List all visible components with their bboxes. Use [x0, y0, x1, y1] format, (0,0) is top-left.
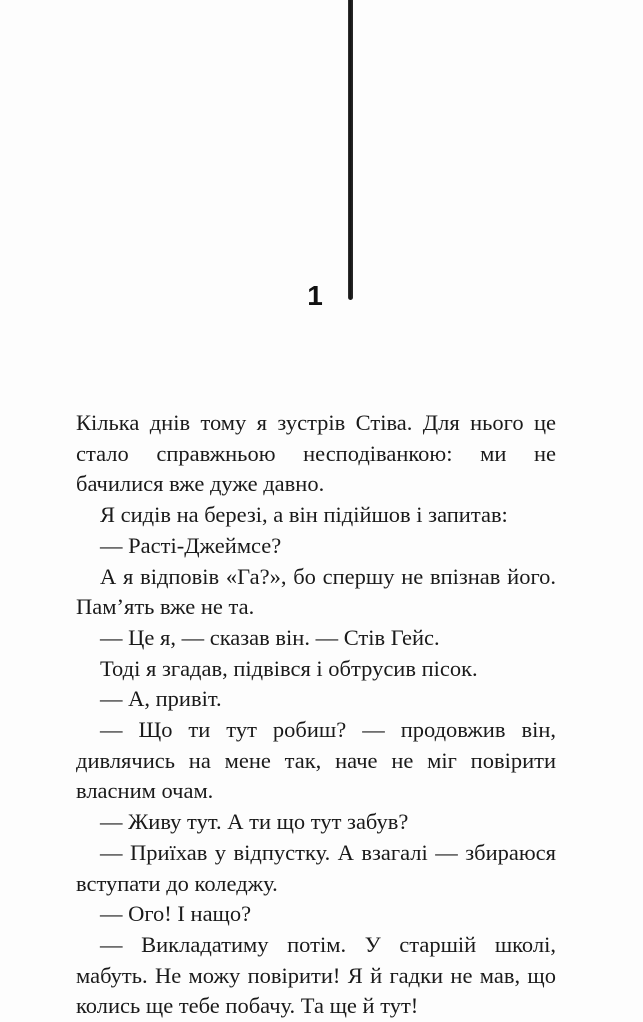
- chapter-decorative-rule: [348, 0, 353, 300]
- paragraph: — Що ти тут робиш? — продовжив він, дивлячись на мене так, наче не міг повірити власним очам.: [76, 717, 556, 804]
- paragraph: — Приїхав у відпустку. А взагалі — збираюся вступати до коледжу.: [76, 839, 556, 896]
- paragraph: Кілька днів тому я зустрів Стіва. Для нього це стало справжньою несподіванкою: ми не бачилися вже дуже давно.: [76, 410, 556, 497]
- paragraph: Тоді я згадав, підвівся і обтрусив пісок.: [100, 655, 478, 681]
- paragraph: Я сидів на березі, а він підійшов і запитав:: [100, 502, 508, 528]
- paragraph: — Ого! І нащо?: [100, 901, 252, 927]
- chapter-number: 1: [307, 280, 323, 311]
- paragraph: — Викладатиму потім. У старшій школі, мабуть. Не можу повірити! Я й гадки не мав, що колись ще тебе побачу. Та ще й тут!: [76, 931, 556, 1019]
- paragraph: А я відповів «Га?», бо спершу не впізнав його. Пам’ять вже не та.: [76, 563, 556, 620]
- chapter-body-text: [76, 408, 556, 1022]
- paragraph: — Це я, — сказав він. — Стів Гейс.: [100, 624, 440, 650]
- paragraph: — Расті-Джеймсе?: [100, 532, 282, 558]
- paragraph: — А, привіт.: [100, 686, 222, 712]
- paragraph: — Живу тут. А ти що тут забув?: [100, 809, 409, 835]
